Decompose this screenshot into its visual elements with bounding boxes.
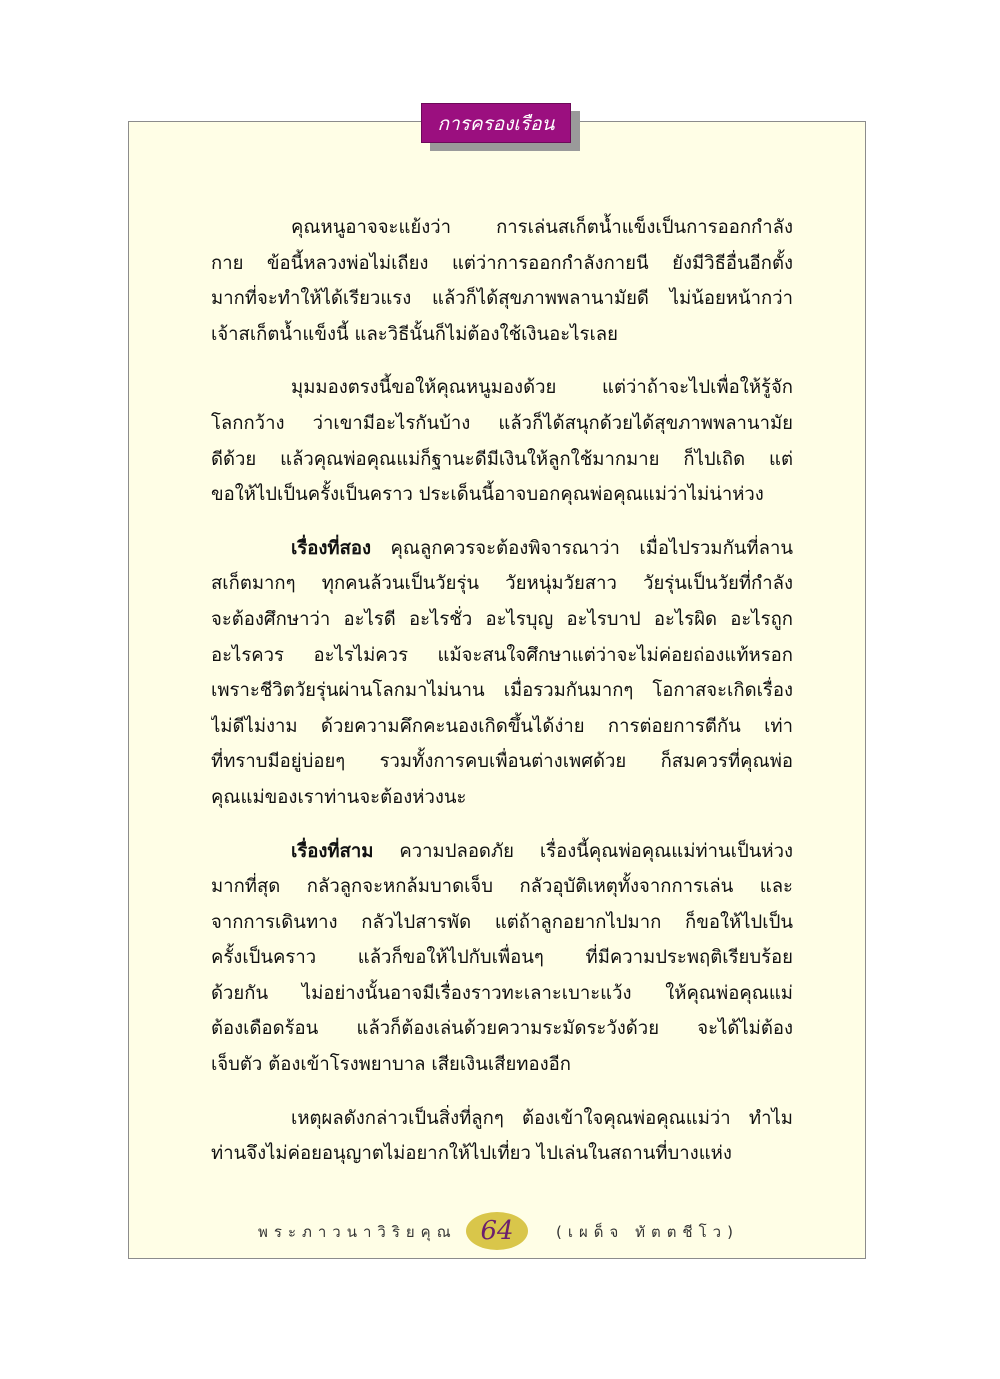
text-line: คุณแม่ของเราท่านจะต้องห่วงนะ <box>211 786 467 808</box>
text-line: โลกกว้าง ว่าเขามีอะไรกันบ้าง แล้วก็ได้สนุกด้วยได้สุขภาพพลานามัย <box>211 412 793 434</box>
paragraph-5 <box>211 1101 793 1172</box>
text-line <box>211 834 793 870</box>
text-line: เพราะชีวิตวัยรุ่นผ่านโลกมาไม่นาน เมื่อรวมกันมากๆ โอกาสจะเกิดเรื่อง <box>211 680 793 702</box>
text-line: เจ็บตัว ต้องเข้าโรงพยาบาล เสียเงินเสียทองอีก <box>211 1054 571 1076</box>
text-line: ดีด้วย แล้วคุณพ่อคุณแม่ก็ฐานะดีมีเงินให้ลูกใช้มากมาย ก็ไปเถิด แต่ <box>211 448 793 470</box>
text-line: ที่ทราบมีอยู่บ่อยๆ รวมทั้งการคบเพื่อนต่างเพศด้วย ก็สมควรที่คุณพ่อ <box>211 751 793 773</box>
paragraph-lead-heading: เรื่องที่สอง <box>291 537 372 559</box>
paragraph-3 <box>211 531 793 816</box>
footer-author: พระภาวนาวิริยคุณ <box>258 1223 457 1241</box>
footer-author-name: (เผด็จ ทัตตชีโว) <box>556 1223 739 1241</box>
text-line: ท่านจึงไม่ค่อยอนุญาตไม่อยากให้ไปเที่ยว ไปเล่นในสถานที่บางแห่ง <box>211 1143 732 1165</box>
text-line: มากที่สุด กลัวลูกจะหกล้มบาดเจ็บ กลัวอุบัติเหตุทั้งจากการเล่น และ <box>211 876 793 898</box>
text-line: กาย ข้อนี้หลวงพ่อไม่เถียง แต่ว่าการออกกำลังกายนี ยังมีวิธีอื่นอีกตั้ง <box>211 252 793 274</box>
page-footer <box>0 1212 1000 1252</box>
text-line-content: ความปลอดภัย เรื่องนี้คุณพ่อคุณแม่ท่านเป็นห่วง <box>373 840 793 862</box>
text-line: เจ้าสเก็ตน้ำแข็งนี้ และวิธีนั้นก็ไม่ต้องใช้เงินอะไรเลย <box>211 323 618 345</box>
body-text <box>211 210 793 1190</box>
page-number: 64 <box>466 1212 528 1250</box>
paragraph-1 <box>211 210 793 352</box>
paragraph-4 <box>211 834 793 1083</box>
chapter-header-tab: การครองเรือน <box>421 103 571 143</box>
text-line <box>211 531 793 567</box>
text-line: จากการเดินทาง กลัวไปสารพัด แต่ถ้าลูกอยากไปมาก ก็ขอให้ไปเป็น <box>211 911 793 933</box>
text-line: ด้วยกัน ไม่อย่างนั้นอาจมีเรื่องราวทะเลาะเบาะแว้ง ให้คุณพ่อคุณแม่ <box>211 982 793 1004</box>
text-line: ขอให้ไปเป็นครั้งเป็นคราว ประเด็นนี้อาจบอกคุณพ่อคุณแม่ว่าไม่น่าห่วง <box>211 484 764 506</box>
text-line: ครั้งเป็นคราว แล้วก็ขอให้ไปกับเพื่อนๆ ที่มีความประพฤติเรียบร้อย <box>211 947 793 969</box>
text-line: ไม่ดีไม่งาม ด้วยความคึกคะนองเกิดขึ้นได้ง่าย การต่อยการตีกัน เท่า <box>211 715 793 737</box>
text-line-content: คุณลูกควรจะต้องพิจารณาว่า เมื่อไปรวมกันที่ลาน <box>371 537 793 559</box>
paragraph-2 <box>211 370 793 512</box>
text-line: คุณหนูอาจจะแย้งว่า การเล่นสเก็ตน้ำแข็งเป็นการออกกำลัง <box>291 217 793 238</box>
text-line: อะไรควร อะไรไม่ควร แม้จะสนใจศึกษาแต่ว่าจะไม่ค่อยถ่องแท้หรอก <box>211 644 793 666</box>
text-line: ต้องเดือดร้อน แล้วก็ต้องเล่นด้วยความระมัดระวังด้วย จะได้ไม่ต้อง <box>211 1018 793 1040</box>
text-line: มุมมองตรงนี้ขอให้คุณหนูมองด้วย แต่ว่าถ้าจะไปเพื่อให้รู้จัก <box>291 377 793 399</box>
text-line: จะต้องศึกษาว่า อะไรดี อะไรชั่ว อะไรบุญ อะไรบาป อะไรผิด อะไรถูก <box>211 608 793 630</box>
paragraph-lead-heading: เรื่องที่สาม <box>291 840 374 862</box>
text-line: สเก็ตมากๆ ทุกคนล้วนเป็นวัยรุ่น วัยหนุ่มวัยสาว วัยรุ่นเป็นวัยที่กำลัง <box>211 573 793 595</box>
text-line: เหตุผลดังกล่าวเป็นสิ่งที่ลูกๆ ต้องเข้าใจคุณพ่อคุณแม่ว่า ทำไม <box>291 1107 793 1129</box>
text-line: มากที่จะทำให้ได้เรียวแรง แล้วก็ได้สุขภาพพลานามัยดี ไม่น้อยหน้ากว่า <box>211 288 793 310</box>
